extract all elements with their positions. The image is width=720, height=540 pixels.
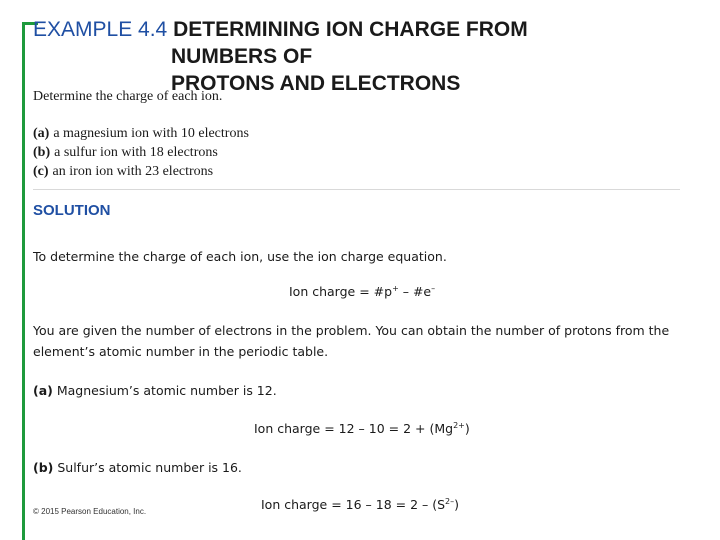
equation-b-end: ) <box>454 497 460 512</box>
part-label: (c) <box>33 164 49 179</box>
part-b-label: (b) <box>33 460 54 475</box>
title-text-3: PROTONS AND ELECTRONS <box>171 72 461 95</box>
equation-b-text: Ion charge = 16 – 18 = 2 – (S <box>261 497 446 512</box>
part-text: an iron ion with 23 electrons <box>52 164 214 179</box>
title-text-2: NUMBERS OF <box>171 45 313 68</box>
title-line-1 <box>33 16 528 43</box>
part-b-text: Sulfur’s atomic number is 16. <box>53 460 242 475</box>
intro-paragraph: To determine the charge of each ion, use the ion charge equation. <box>33 249 447 264</box>
part-a-text: Magnesium’s atomic number is 12. <box>52 383 277 398</box>
part-a-label: (a) <box>33 383 53 398</box>
equation-a-sup: 2+ <box>453 420 465 430</box>
equation-sup-plus: + <box>392 283 399 293</box>
equation-a <box>254 421 470 436</box>
equation-mid: – #e <box>398 284 432 299</box>
part-text: a sulfur ion with 18 electrons <box>54 145 218 160</box>
equation-a-end: ) <box>464 421 470 436</box>
section-divider <box>33 189 680 190</box>
problem-prompt: Determine the charge of each ion. <box>33 89 223 104</box>
part-item <box>33 143 249 162</box>
part-item <box>33 162 249 181</box>
part-text: a magnesium ion with 10 electrons <box>53 126 249 141</box>
copyright-notice: © 2015 Pearson Education, Inc. <box>33 507 147 516</box>
title-text-1: DETERMINING ION CHARGE FROM <box>173 18 528 41</box>
problem-parts <box>33 124 249 181</box>
example-number: EXAMPLE 4.4 <box>33 18 168 41</box>
part-a-line <box>33 380 277 401</box>
equation-sup-minus: – <box>431 283 436 293</box>
equation-b-sup: 2– <box>445 496 455 506</box>
equation-a-text: Ion charge = 12 – 10 = 2 + (Mg <box>254 421 454 436</box>
part-item <box>33 124 249 143</box>
solution-heading: SOLUTION <box>33 202 111 219</box>
equation-text: Ion charge = #p <box>289 284 393 299</box>
part-label: (a) <box>33 126 50 141</box>
explanation-paragraph: You are given the number of electrons in the problem. You can obtain the number of protons from the element’s atomic number in the periodic table. <box>33 323 670 359</box>
equation-b <box>261 497 459 512</box>
example-title <box>33 16 528 97</box>
part-label: (b) <box>33 145 51 160</box>
green-accent-bar <box>22 22 25 540</box>
part-b-line <box>33 457 242 478</box>
ion-charge-equation <box>289 284 435 299</box>
